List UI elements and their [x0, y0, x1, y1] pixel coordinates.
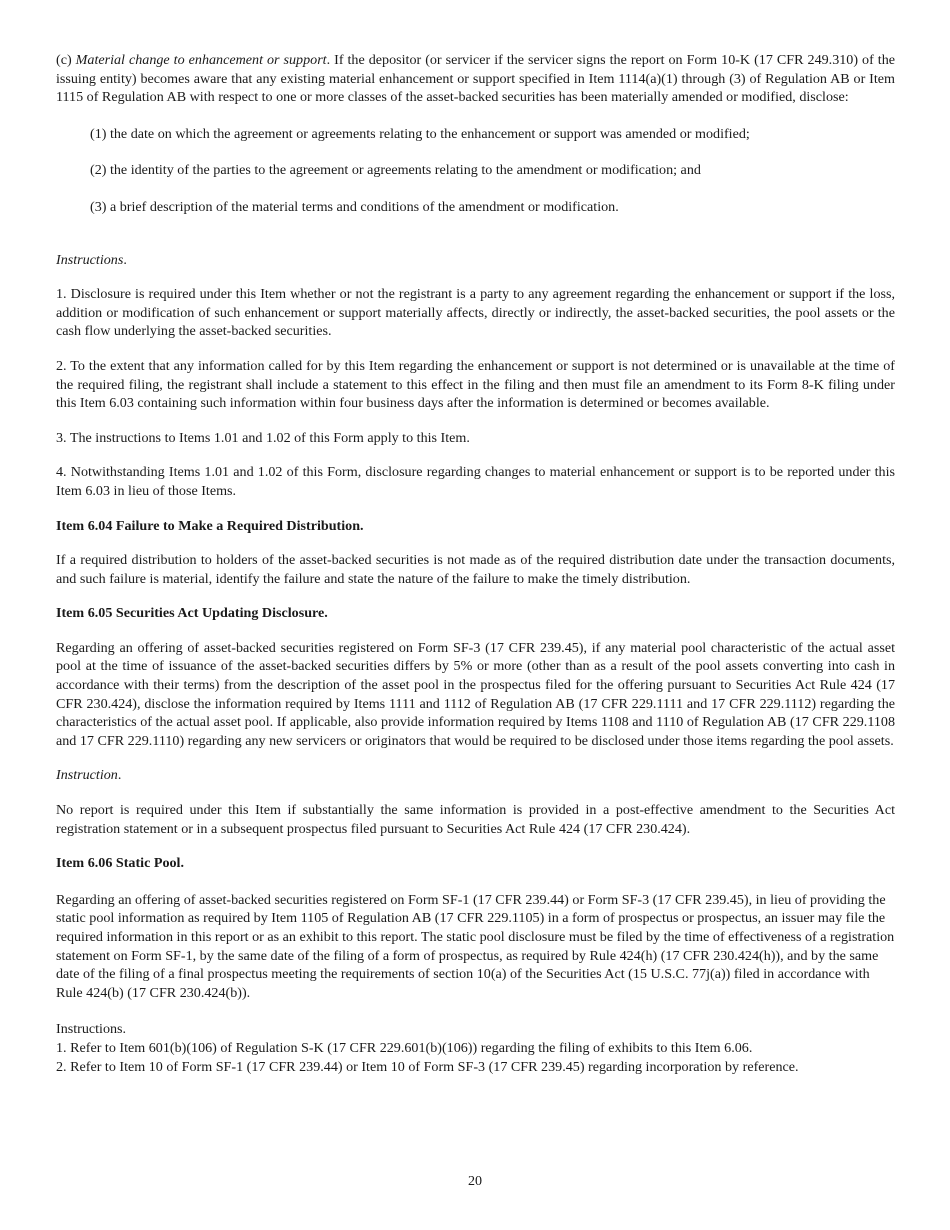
item-605-instruction-label: Instruction.	[56, 767, 122, 784]
item-604-heading: Item 6.04 Failure to Make a Required Distribution.	[56, 517, 364, 534]
list-item-c1: (1) the date on which the agreement or agreements relating to the enhancement or support was amended or modified;	[90, 125, 750, 142]
paragraph-c	[56, 51, 895, 107]
item-605-text: Regarding an offering of asset-backed securities registered on Form SF-3 (17 CFR 239.45), if any material pool characteristic of the actual asset pool at the time of issuance of the asset-backed securities differs by 5% or more (other than as a result of the pool assets converting into cash in accordance with their terms) from the description of the asset pool in the prospectus filed for the offering pursuant to Securities Act Rule 424 (17 CFR 230.424), disclose the information required by Items 1111 and 1112 of Regulation AB (17 CFR 229.1111 and 17 CFR 229.1112) regarding the characteristics of the actual asset pool. If applicable, also provide information required by Items 1108 and 1110 of Regulation AB (17 CFR 229.1108 and 17 CFR 229.1110) regarding any new servicers or originators that would be required to be disclosed under those items regarding the pool assets.	[56, 639, 895, 749]
page-number: 20	[467, 1173, 483, 1189]
instruction-603-4: 4. Notwithstanding Items 1.01 and 1.02 of this Form, disclosure regarding changes to material enhancement or support is to be reported under this Item 6.03 in lieu of those Items.	[56, 464, 895, 499]
item-606-heading: Item 6.06 Static Pool.	[56, 855, 184, 872]
document-page	[56, 51, 895, 1076]
paragraph-c-prefix: (c)	[56, 52, 76, 68]
instruction-603-3: 3. The instructions to Items 1.01 and 1.02 of this Form apply to this Item.	[56, 429, 470, 446]
list-item-c3: (3) a brief description of the material terms and conditions of the amendment or modification.	[90, 198, 619, 215]
instructions-603-label: Instructions.	[56, 251, 127, 268]
item-604-text: If a required distribution to holders of the asset-backed securities is not made as of the required distribution date under the transaction documents, and such failure is material, identify the failure and state the nature of the failure to make the timely distribution.	[56, 552, 895, 587]
item-606-instruction-1: 1. Refer to Item 601(b)(106) of Regulation S-K (17 CFR 229.601(b)(106)) regarding the filing of exhibits to this Item 6.06.	[56, 1039, 753, 1056]
list-item-c2: (2) the identity of the parties to the agreement or agreements relating to the amendment or modification; and	[90, 162, 701, 179]
paragraph-c-text: . If the depositor (or servicer if the servicer signs the report on Form 10-K (17 CFR 249.310) of the issuing entity) becomes aware that any existing material enhancement or support specified in Item 1114(a)(1) through (3) of Regulation AB or Item 1115 of Regulation AB with respect to one or more classes of the asset-backed securities has been materially amended or modified, disclose:	[56, 52, 896, 106]
item-606-instruction-2: 2. Refer to Item 10 of Form SF-1 (17 CFR 239.44) or Item 10 of Form SF-3 (17 CFR 239.45) regarding incorporation by reference.	[56, 1058, 799, 1075]
paragraph-c-title: Material change to enhancement or support	[75, 52, 327, 68]
item-606-text: Regarding an offering of asset-backed securities registered on Form SF-1 (17 CFR 239.44) or Form SF-3 (17 CFR 239.45), in lieu of providing the static pool information as required by Item 1105 of Regulation AB (17 CFR 229.1105) in a form of prospectus or prospectus, an issuer may file the required information in this report or as an exhibit to this report. The static pool disclosure must be filed by the time of effectiveness of a registration statement on Form SF-1, by the same date of the filing of a form of prospectus, as required by Rule 424(h) (17 CFR 230.424(h)), and by the same date of the filing of a final prospectus meeting the requirements of section 10(a) of the Securities Act (15 U.S.C. 77j(a)) filed in accordance with Rule 424(b) (17 CFR 230.424(b)).	[56, 891, 895, 1001]
item-606-instructions-label: Instructions.	[56, 1021, 127, 1038]
instruction-603-1: 1. Disclosure is required under this Item whether or not the registrant is a party to any agreement regarding the enhancement or support if the loss, addition or modification of such enhancement or support materially affects, directly or indirectly, the asset-backed securities, the pool assets or the cash flow underlying the asset-backed securities.	[56, 286, 895, 340]
instruction-603-2: 2. To the extent that any information called for by this Item regarding the enhancement or support is not determined or is unavailable at the time of the required filing, the registrant shall include a statement to this effect in the filing and then must file an amendment to its Form 8-K filing under this Item 6.03 containing such information within four business days after the information is determined or becomes available.	[56, 357, 895, 412]
item-605-instruction-text: No report is required under this Item if substantially the same information is provided in a post-effective amendment to the Securities Act registration statement or in a subsequent prospectus filed pursuant to Securities Act Rule 424 (17 CFR 230.424).	[56, 802, 895, 837]
item-605-heading: Item 6.05 Securities Act Updating Disclosure.	[56, 605, 328, 622]
